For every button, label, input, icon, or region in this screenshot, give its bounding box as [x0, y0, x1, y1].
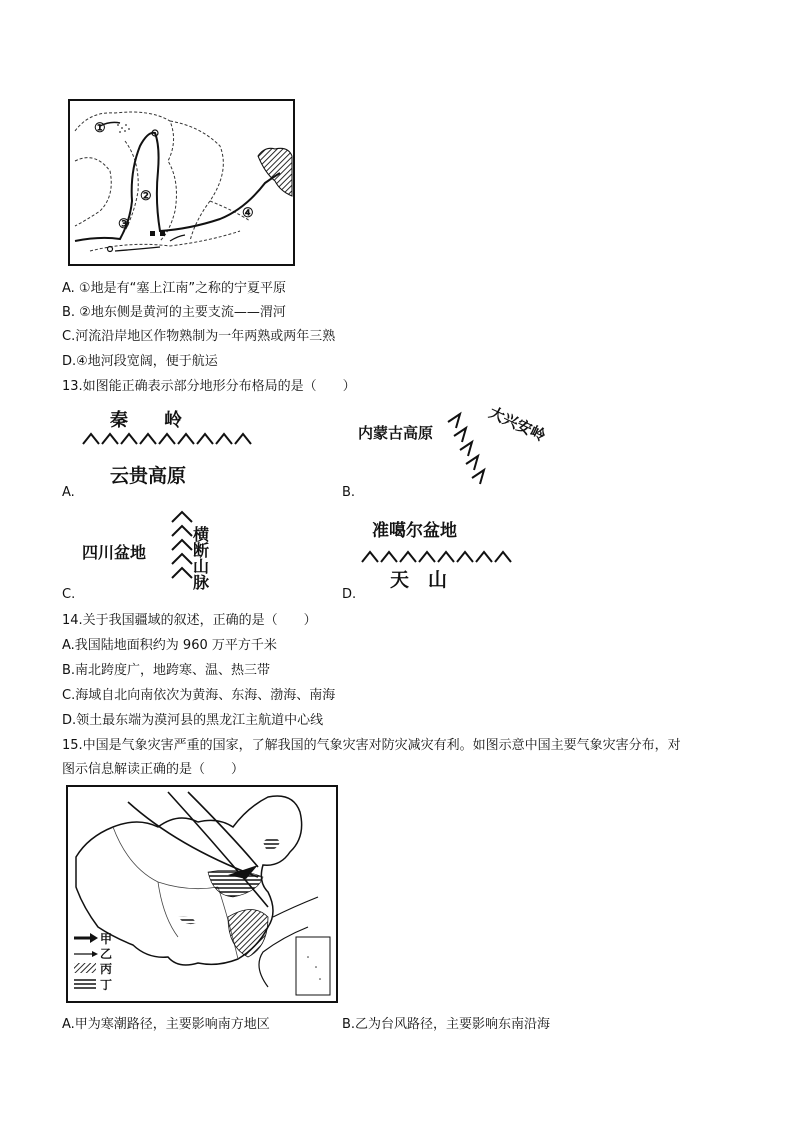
q14-option-b: B.南北跨度广，地跨寒、温、热三带	[62, 663, 271, 678]
legend-bing: 丙	[100, 962, 113, 976]
q13a-bottom-label: 云贵高原	[110, 465, 187, 487]
map-drawing	[70, 101, 293, 264]
q13-figure-b	[356, 402, 549, 490]
q15-option-a: A.甲为寒潮路径，主要影响南方地区	[62, 1017, 270, 1032]
q14-option-d: D.领土最东端为漠河县的黑龙江主航道中心线	[62, 713, 324, 728]
map-label-4: ④	[242, 206, 254, 221]
disaster-map-drawing	[68, 787, 336, 1001]
q14-option-c: C.海域自北向南依次为黄海、东海、渤海、南海	[62, 688, 336, 703]
legend-yi: 乙	[100, 947, 113, 961]
q13a-top-label: 秦 岭	[110, 410, 182, 431]
q12-option-c: C.河流沿岸地区作物熟制为一年两熟或两年三熟	[62, 329, 336, 344]
legend-ding: 丁	[100, 978, 113, 992]
bohai-sea-hatch	[258, 148, 292, 196]
q13-figure-c	[80, 506, 230, 590]
q13-letter-c: C.	[62, 587, 76, 602]
q13-stem: 13.如图能正确表示部分地形分布格局的是（ ）	[62, 379, 356, 394]
q12-option-b: B. ②地东侧是黄河的主要支流——渭河	[62, 305, 286, 320]
china-weather-disaster-map	[66, 785, 338, 1003]
legend-jia: 甲	[100, 932, 113, 946]
q12-option-a: A. ①地是有“塞上江南”之称的宁夏平原	[62, 281, 287, 296]
mountain-symbols-column	[172, 512, 192, 578]
q13d-bottom-label: 天 山	[390, 569, 448, 591]
dotted-area	[117, 124, 130, 133]
mountain-symbols	[83, 434, 251, 444]
yellow-river-line	[75, 133, 280, 241]
q14-option-a: A.我国陆地面积约为 960 万平方千米	[62, 638, 277, 653]
q13-letter-d: D.	[342, 587, 357, 602]
q13-figure-d	[360, 512, 520, 592]
q13d-top-label: 准噶尔盆地	[372, 521, 457, 541]
mountain-symbols-row	[362, 552, 511, 562]
map-legend	[74, 932, 112, 992]
q13-letter-a: A.	[62, 485, 75, 500]
yellow-river-map	[68, 99, 295, 266]
q15-stem-line1: 15.中国是气象灾害严重的国家，了解我国的气象灾害对防灾减灾有利。如图示意中国主要气象灾害分布，对	[62, 738, 681, 753]
q15-option-b: B.乙为台风路径，主要影响东南沿海	[342, 1017, 551, 1032]
q13-figure-a	[78, 406, 258, 486]
q13-letter-b: B.	[342, 485, 356, 500]
q14-stem: 14.关于我国疆域的叙述，正确的是（ ）	[62, 613, 317, 628]
q13b-right-label: 大兴安岭	[486, 403, 549, 445]
q15-stem-line2: 图示信息解读正确的是（ ）	[62, 762, 245, 777]
map-label-3: ③	[118, 217, 130, 232]
q13b-left-label: 内蒙古高原	[358, 424, 434, 442]
q13c-left-label: 四川盆地	[82, 543, 147, 562]
map-label-1: ①	[94, 121, 106, 136]
q12-option-d: D.④地河段宽阔，便于航运	[62, 354, 218, 369]
south-china-sea-inset	[296, 937, 330, 995]
mountain-symbols-vertical	[448, 414, 484, 484]
q13c-right-label-vertical	[191, 526, 210, 591]
map-label-2: ②	[140, 189, 152, 204]
svg-text:横断山脉: 横断山脉	[190, 526, 210, 590]
